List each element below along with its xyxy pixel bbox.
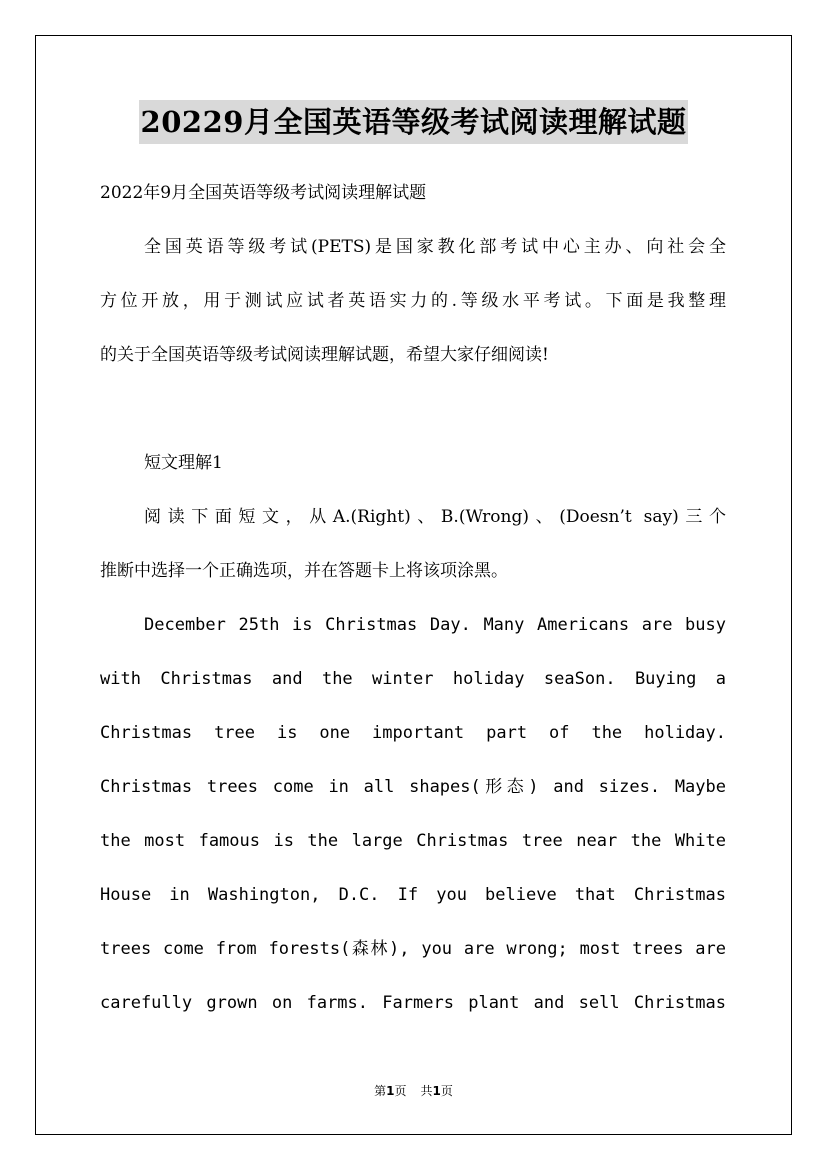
passage-line-7: trees come from forests(森林), you are wrong; most trees are bbox=[100, 939, 726, 959]
subtitle-line: 2022年9月全国英语等级考试阅读理解试题 bbox=[100, 183, 427, 203]
total-suffix: 页 bbox=[440, 1084, 453, 1098]
total-prefix: 共 bbox=[420, 1084, 433, 1098]
passage-line-4: Christmas trees come in all shapes(形态) and sizes. Maybe bbox=[100, 777, 726, 797]
page-current: 1 bbox=[386, 1084, 395, 1098]
passage-line-6: House in Washington, D.C. If you believe that Christmas bbox=[100, 885, 726, 905]
page-total: 1 bbox=[432, 1084, 441, 1098]
document-body bbox=[100, 166, 726, 1030]
instruction-line-1: 阅读下面短文，从A.(Right)、B.(Wrong)、(Doesn’t say)三个 bbox=[144, 507, 726, 527]
intro-line-3: 的关于全国英语等级考试阅读理解试题，希望大家仔细阅读! bbox=[100, 345, 549, 365]
intro-line-1: 全国英语等级考试(PETS)是国家教化部考试中心主办、向社会全 bbox=[144, 237, 726, 257]
page-suffix: 页 bbox=[394, 1084, 407, 1098]
passage-line-8: carefully grown on farms. Farmers plant and sell Christmas bbox=[100, 993, 726, 1013]
blank-spacer bbox=[100, 382, 726, 436]
page-footer bbox=[0, 1082, 827, 1099]
document-title: 20229月全国英语等级考试阅读理解试题 bbox=[139, 100, 689, 144]
passage-line-2: with Christmas and the winter holiday seaSon. Buying a bbox=[100, 669, 726, 689]
passage-line-5: the most famous is the large Christmas tree near the White bbox=[100, 831, 726, 851]
page-prefix: 第 bbox=[374, 1084, 387, 1098]
passage-line-3: Christmas tree is one important part of the holiday. bbox=[100, 723, 726, 743]
intro-line-2: 方位开放，用于测试应试者英语实力的.等级水平考试。下面是我整理 bbox=[100, 291, 726, 311]
title-container bbox=[0, 100, 827, 144]
passage-line-1: December 25th is Christmas Day. Many Americans are busy bbox=[144, 615, 726, 635]
section-heading: 短文理解1 bbox=[144, 453, 223, 473]
instruction-line-2: 推断中选择一个正确选项，并在答题卡上将该项涂黑。 bbox=[100, 561, 508, 581]
